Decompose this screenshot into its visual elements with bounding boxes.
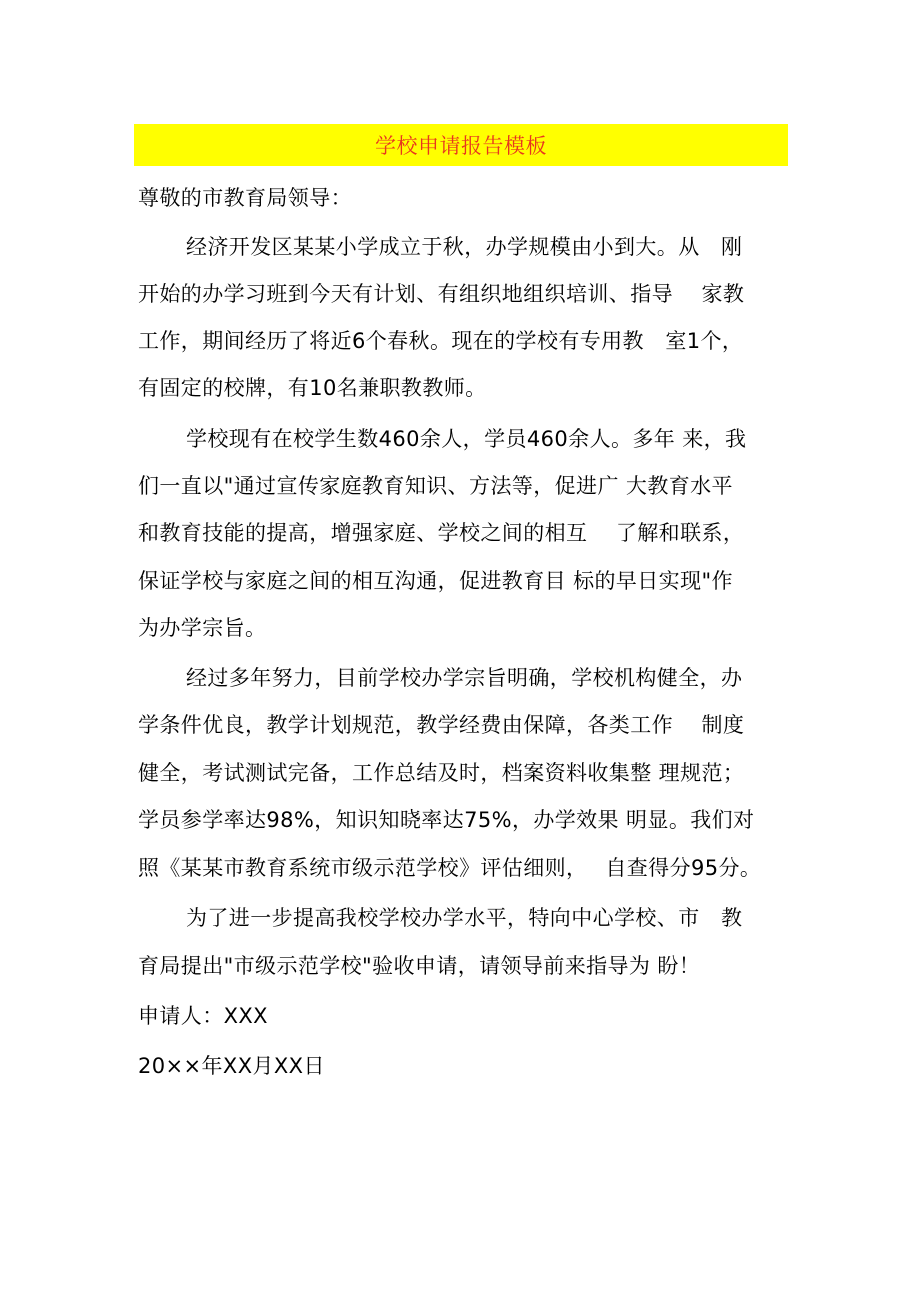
paragraph-2-line-5: 为办学宗旨。 xyxy=(138,616,267,640)
applicant-line: 申请人：XXX xyxy=(138,1004,268,1028)
paragraph-1-line-4: 有固定的校牌，有10名兼职教教师。 xyxy=(138,376,487,400)
paragraph-3-line-1: 经过多年努力，目前学校办学宗旨明确，学校机构健全，办 xyxy=(186,666,743,690)
paragraph-3-line-2: 学条件优良，教学计划规范，教学经费由保障，各类工作 制度 xyxy=(138,713,745,737)
paragraph-3-line-5: 照《某某市教育系统市级示范学校》评估细则， 自查得分95分。 xyxy=(138,856,762,880)
salutation: 尊敬的市教育局领导： xyxy=(138,186,352,210)
paragraph-2-line-2: 们一直以"通过宣传家庭教育知识、方法等，促进广 大教育水平 xyxy=(138,474,733,498)
title-highlight-bar xyxy=(134,124,788,166)
document-title: 学校申请报告模板 xyxy=(375,134,547,158)
paragraph-2-line-1: 学校现有在校学生数460余人，学员460余人。多年 来，我 xyxy=(186,427,747,451)
date-line: 20××年XX月XX日 xyxy=(138,1054,325,1078)
paragraph-2-line-3: 和教育技能的提高，增强家庭、学校之间的相互 了解和联系， xyxy=(138,521,745,545)
paragraph-4-line-2: 育局提出"市级示范学校"验收申请，请领导前来指导为 盼！ xyxy=(138,954,701,978)
paragraph-2-line-4: 保证学校与家庭之间的相互沟通，促进教育目 标的早日实现"作 xyxy=(138,569,733,593)
paragraph-3-line-4: 学员参学率达98%，知识知晓率达75%，办学效果 明显。我们对 xyxy=(138,808,755,832)
paragraph-1-line-3: 工作，期间经历了将近6个春秋。现在的学校有专用教 室1个， xyxy=(138,329,744,353)
paragraph-1-line-1: 经济开发区某某小学成立于秋，办学规模由小到大。从 刚 xyxy=(186,235,743,259)
paragraph-1-line-2: 开始的办学习班到今天有计划、有组织地组织培训、指导 家教 xyxy=(138,282,745,306)
paragraph-4-line-1: 为了进一步提高我校学校办学水平，特向中心学校、市 教 xyxy=(186,906,743,930)
paragraph-3-line-3: 健全，考试测试完备，工作总结及时，档案资料收集整 理规范； xyxy=(138,761,745,785)
